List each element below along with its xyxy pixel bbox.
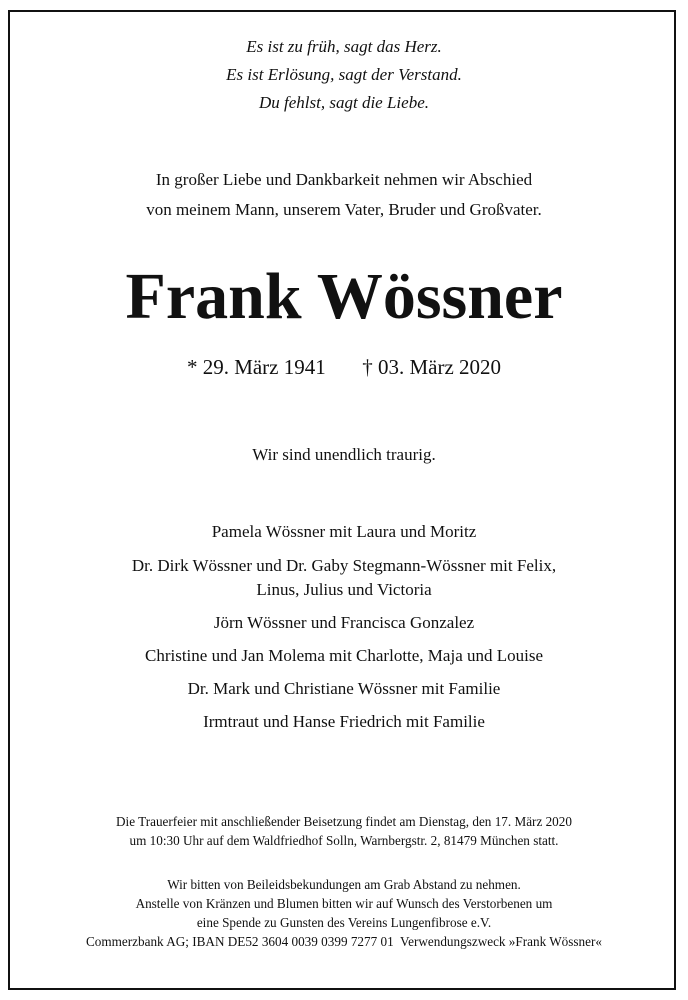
mourner-line-2: Dr. Dirk Wössner und Dr. Gaby Stegmann-Wössner mit Felix, — [131, 556, 557, 575]
mourner-line-6: Dr. Mark und Christiane Wössner mit Familie — [187, 679, 501, 698]
funeral-line-2: um 10:30 Uhr auf dem Waldfriedhof Solln, Warnbergstr. 2, 81479 München statt. — [129, 833, 559, 848]
quote-line-1: Es ist zu früh, sagt das Herz. — [246, 37, 442, 56]
funeral-line-1: Die Trauerfeier mit anschließender Beisetzung findet am Dienstag, den 17. März 2020 — [116, 814, 572, 829]
mourner-line-1: Pamela Wössner mit Laura und Moritz — [211, 522, 477, 541]
intro-line-1: In großer Liebe und Dankbarkeit nehmen wir Abschied — [155, 170, 533, 189]
notice-line-1: Wir bitten von Beileidsbekundungen am Grab Abstand zu nehmen. — [167, 877, 521, 892]
sentiment: Wir sind unendlich traurig. — [252, 445, 436, 464]
death-date: † 03. März 2020 — [362, 355, 502, 379]
quote-line-3: Du fehlst, sagt die Liebe. — [259, 93, 429, 112]
mourner-line-4: Jörn Wössner und Francisca Gonzalez — [213, 613, 475, 632]
notice-line-2: Anstelle von Kränzen und Blumen bitten wir auf Wunsch des Verstorbenen um — [135, 896, 553, 911]
quote-line-2: Es ist Erlösung, sagt der Verstand. — [226, 65, 462, 84]
mourner-line-7: Irmtraut und Hanse Friedrich mit Familie — [203, 712, 485, 731]
notice-line-4: Commerzbank AG; IBAN DE52 3604 0039 0399 7277 01 Verwendungszweck »Frank Wössner« — [86, 934, 602, 949]
mourner-line-3: Linus, Julius und Victoria — [256, 580, 432, 599]
deceased-name: Frank Wössner — [125, 260, 563, 333]
birth-date: * 29. März 1941 — [186, 355, 326, 379]
life-dates — [0, 354, 688, 380]
mourner-line-5: Christine und Jan Molema mit Charlotte, Maja und Louise — [144, 646, 544, 665]
notice-line-3: eine Spende zu Gunsten des Vereins Lungenfibrose e.V. — [196, 915, 492, 930]
intro-line-2: von meinem Mann, unserem Vater, Bruder und Großvater. — [146, 200, 542, 219]
